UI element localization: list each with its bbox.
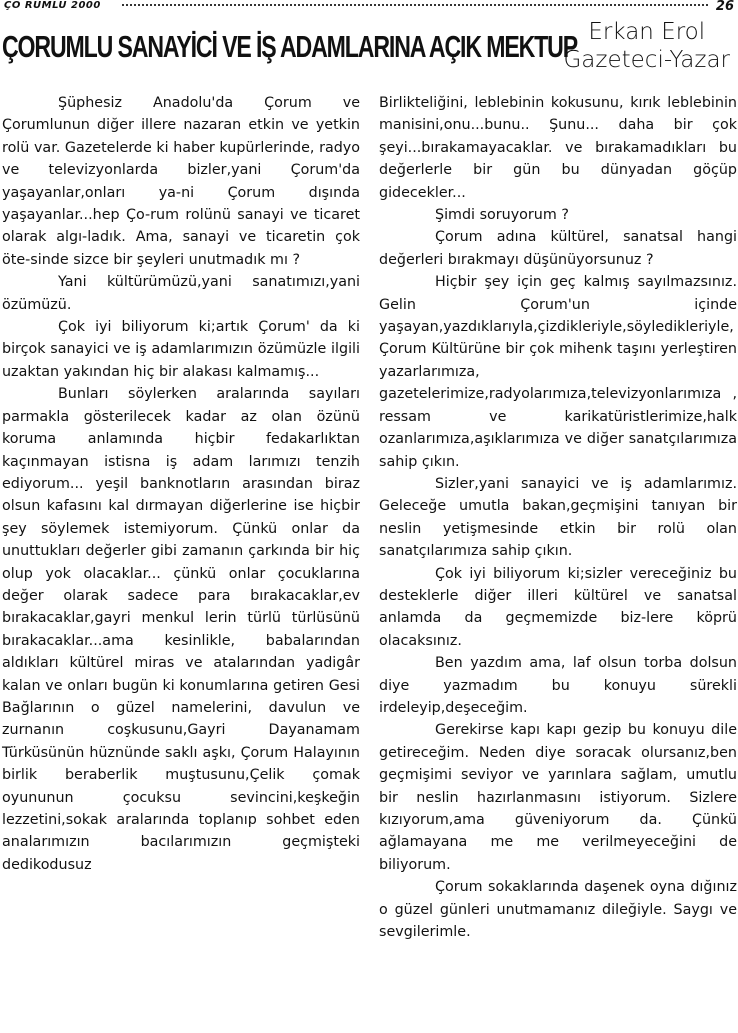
running-header [2,0,738,16]
paragraph: Şüphesiz Anadolu'da Çorum ve Çorumlunun diğer illere nazaran etkin ve yetkin rolü var. Gazetelerde ki haber kupürlerinde, radyo ve televizyonlarda bizler,yani Çorum'da yaşayanlar,onları ya-ni Çorum dışında yaşayanlar...hep Ço-rum rolünü sanayi ve ticaret olarak algı-ladık. Ama, sanayi ve ticaretin çok öte-sinde sizce bir şeyleri unutmadık mı ? [2,95,360,268]
author-role: Gazeteci-Yazar [563,47,730,73]
paragraph: Hiçbir şey için geç kalmış sayılmazsınız. Gelin Çorum'un içinde yaşayan,yazdıklarıyla,çizdikleriyle,söyledikleriyle, Çorum Kültürüne bir çok mihenk taşını yerleştiren yazarlarımıza, gazetelerimize,radyolarımıza,televizyonlarımıza , ressam ve karikatüristlerimize,halk ozanlarımıza,aşıklarımıza ve diğer sanatçılarımıza sahip çıkın. [379,274,737,470]
author-block [563,18,730,74]
paragraph: Birlikteliğini, leblebinin kokusunu, kırık leblebinin manisini,onu...bunu.. Şunu... daha bir çok şeyi...bırakamayacaklar. ve bırakamadıkları bu değerlerle bir gün bu dünyadan göçüp gidecekler... [379,95,737,201]
paragraph: Çorum adına kültürel, sanatsal hangi değerleri bırakmayı düşünüyorsunuz ? [379,229,737,268]
paragraph: Yani kültürümüzü,yani sanatımızı,yani özümüzü. [2,274,360,313]
left-column [2,92,360,876]
page-number: 26 [715,0,734,14]
paragraph: Bunları söylerken aralarında sayıları parmakla gösterilecek kadar az olan özünü koruma anlamında hiçbir fedakarlıktan kaçınmayan istisna iş adam larımızı tenzih ediyorum... yeşil banknotların arasından biraz olsun kafasını kal dırmayan diğerlerine ise hiçbir şey söylemek istemiyorum. Çünkü onlar da unuttukları değerler gibi zamanın çarkında bir hiç olup yok olacaklar... çünkü onlar çocuklarına değer olarak sadece para bırakacaklar,ev bırakacaklar,gayri menkul lerin türlü türlüsünü bırakacaklar...ama kesinlikle, babalarından aldıkları kültürel miras ve atalarından yadigâr kalan ve onları bugün ki konumlarına getiren Gesi Bağlarının o güzel namelerini, davulun ve zurnanın coşkusunu,Gayri Dayanamam Türküsünün hüznünde saklı aşkı, Çorum Halayının birlik beraberlik muştusunu,Çelik çomak oyununun çocuksu sevincini,keşkeğin lezzetini,sokak aralarında toplanıp sohbet eden analarımızın bacılarımızın geçmişteki dedikodusuz [2,386,360,873]
paragraph: Ben yazdım ama, laf olsun torba dolsun diye yazmadım bu konuyu sürekli irdeleyip,deşeceğim. [379,655,737,716]
paragraph: Şimdi soruyorum ? [435,207,569,224]
right-column [379,92,737,943]
paragraph: Gerekirse kapı kapı gezip bu konuyu dile getireceğim. Neden diye soracak olursanız,ben geçmişimi seviyor ve yarınlara sağlam, umutlu bir neslin hazırlanmasını istiyorum. Sizlere kızıyorum,ama güveniyorum da. Çünkü ağlamayana me me verilmeyeceğini de biliyorum. [379,722,737,873]
article-title: ÇORUMLU SANAYİCİ VE İŞ ADAMLARINA AÇIK MEKTUP [2,29,578,64]
paragraph: Çok iyi biliyorum ki;artık Çorum' da ki birçok sanayici ve iş adamlarımızın özümüzle ilgili uzaktan yakından hiç bir alakası kalmamış... [2,319,360,380]
magazine-name: ÇO RUMLU 2000 [4,0,101,11]
paragraph: Çorum sokaklarında daşenek oyna dığınız o güzel günleri unutmamanız dileğiyle. Saygı ve sevgilerimle. [379,879,737,941]
paragraph: Sizler,yani sanayici ve iş adamlarımız. Geleceğe umutla bakan,geçmişini tanıyan bir neslin yetişmesinde etkin bir rolü olan sanatçılarımıza sahip çıkın. [379,475,737,560]
author-name: Erkan Erol [588,19,706,45]
dotted-leader [122,4,708,6]
paragraph: Çok iyi biliyorum ki;sizler vereceğiniz bu desteklerle diğer illeri kültürel ve sanatsal anlamda da geçmemizde biz-lere köprü olacaksınız. [379,565,737,649]
